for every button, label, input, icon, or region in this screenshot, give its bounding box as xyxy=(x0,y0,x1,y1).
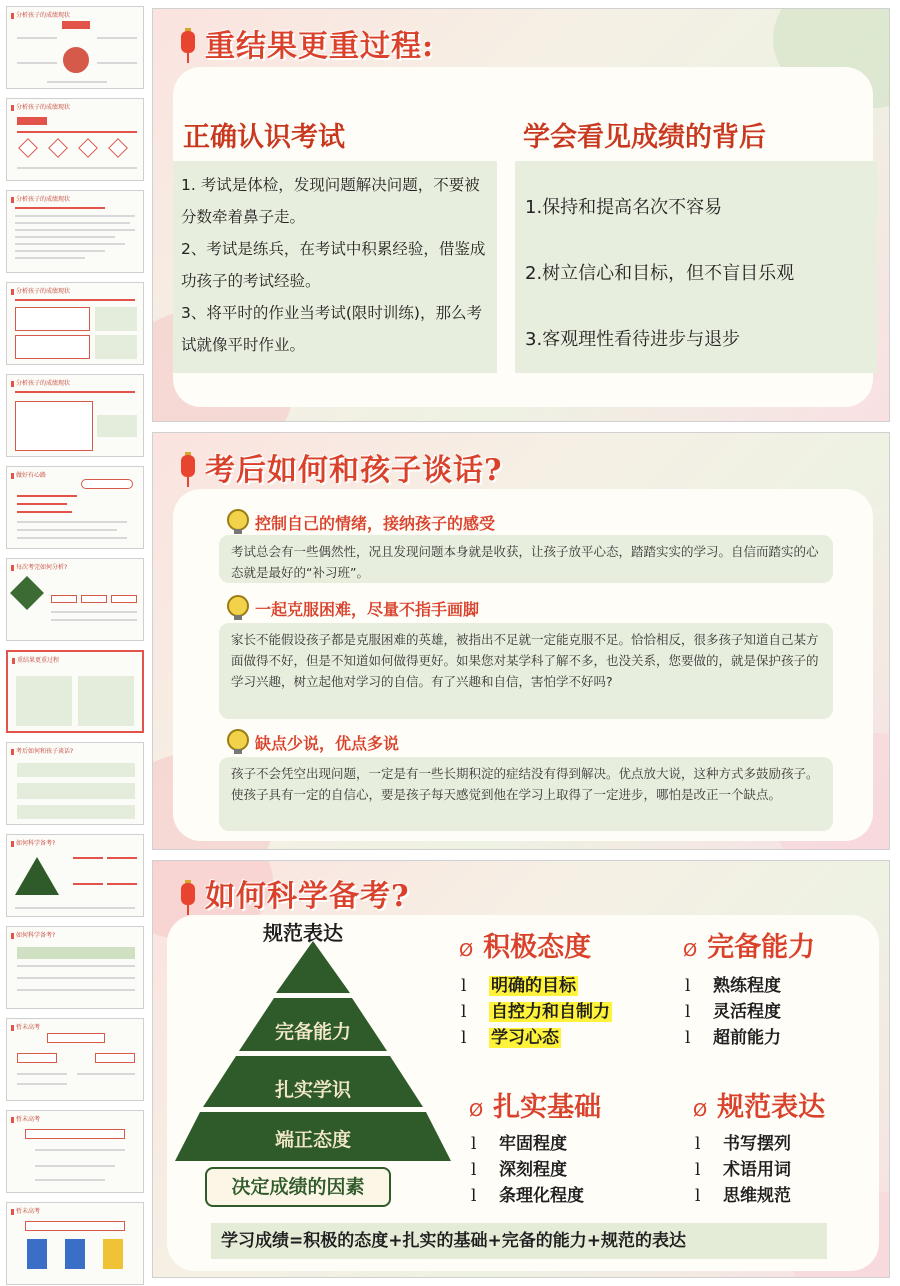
thumbnail-title: 暂未高考 xyxy=(11,1022,40,1031)
slide-thumbnail-3[interactable] xyxy=(6,190,144,273)
thumbnail-title: 重结果更重过程 xyxy=(12,655,59,664)
thumbnail-title: 做好有心路 xyxy=(11,470,46,479)
behind-scores-item: 3.客观理性看待进步与退步 xyxy=(525,329,741,350)
category-items xyxy=(685,971,781,1049)
thumbnail-title: 分析孩子的成绩现状 xyxy=(11,286,70,295)
slide-talk-after-exam xyxy=(152,432,890,850)
lantern-icon xyxy=(181,455,195,477)
behind-scores-box xyxy=(515,161,877,373)
category-heading: Ø 积极态度 xyxy=(459,932,592,963)
thumbnail-title: 如何科学备考? xyxy=(11,838,55,847)
category-items xyxy=(695,1129,791,1207)
slide-title: 重结果更重过程: xyxy=(205,29,435,64)
pyramid-level-label: 端正态度 xyxy=(274,1129,351,1151)
thumbnail-title: 分析孩子的成绩现状 xyxy=(11,194,70,203)
talk-section-text: 孩子不会凭空出现问题，一定是有一些长期积淀的症结没有得到解决。优点放大说，这种方式多鼓励孩子。使孩子具有一定的自信心，要是孩子每天感觉到他在学习上取得了一定进步，哪怕是改正一个缺点。 xyxy=(231,766,819,802)
category-item: l 术语用词 xyxy=(695,1160,791,1180)
slide-thumbnail-5[interactable] xyxy=(6,374,144,457)
thumbnail-title: 分析孩子的成绩现状 xyxy=(11,10,70,19)
slide-title: 如何科学备考? xyxy=(205,879,410,914)
slide-thumbnail-6[interactable] xyxy=(6,466,144,549)
category-item: l 学习心态 xyxy=(461,1028,559,1048)
slide-thumbnail-7[interactable] xyxy=(6,558,144,641)
lantern-icon xyxy=(181,31,195,53)
category-items xyxy=(461,971,612,1049)
slide-thumbnail-11[interactable] xyxy=(6,926,144,1009)
category-item: l 书写摆列 xyxy=(695,1134,791,1154)
talk-section-heading: 缺点少说，优点多说 xyxy=(255,734,400,753)
right-heading: 学会看见成绩的背后 xyxy=(523,122,766,153)
category-heading: Ø 规范表达 xyxy=(693,1092,826,1123)
exam-view-item: 2、考试是练兵，在考试中积累经验，借鉴成功孩子的考试经验。 xyxy=(181,240,486,290)
category-item: l 牢固程度 xyxy=(471,1134,567,1154)
slide-thumbnail-1[interactable] xyxy=(6,6,144,89)
slide-thumbnail-13[interactable] xyxy=(6,1110,144,1193)
slide-correct-view-of-exams xyxy=(152,8,890,422)
slide-thumbnail-4[interactable] xyxy=(6,282,144,365)
talk-section-text: 考试总会有一些偶然性，况且发现问题本身就是收获，让孩子放平心态，踏踏实实的学习。自信而踏实的心态就是最好的“补习班”。 xyxy=(231,544,819,580)
talk-section-heading: 控制自己的情绪，接纳孩子的感受 xyxy=(255,514,496,533)
category-item: l 条理化程度 xyxy=(471,1186,584,1206)
slide-thumbnail-14[interactable] xyxy=(6,1202,144,1285)
pyramid-level-label: 扎实学识 xyxy=(274,1079,351,1101)
thumbnail-title: 如何科学备考? xyxy=(11,930,55,939)
slide-thumbnail-12[interactable] xyxy=(6,1018,144,1101)
pyramid-top-label: 规范表达 xyxy=(263,921,343,945)
formula-bar: 学习成绩=积极的态度+扎实的基础+完备的能力+规范的表达 xyxy=(211,1223,827,1259)
behind-scores-item: 1.保持和提高名次不容易 xyxy=(525,197,723,218)
thumbnail-title: 分析孩子的成绩现状 xyxy=(11,102,70,111)
category-heading: Ø 扎实基础 xyxy=(469,1092,602,1123)
talk-section-text: 家长不能假设孩子都是克服困难的英雄，被指出不足就一定能克服不足。恰恰相反，很多孩子知道自己某方面做得不好，但是不知道如何做得更好。如果您对某学科了解不多，也没关系，您要做的，就是保护孩子的学习兴趣，树立起他对学习的自信。有了兴趣和自信，害怕学不好吗? xyxy=(231,632,819,689)
talk-section-body xyxy=(219,757,833,831)
lightbulb-icon xyxy=(227,595,249,617)
slide-thumbnail-8[interactable] xyxy=(6,650,144,733)
exam-view-item: 3、将平时的作业当考试(限时训练)，那么考试就像平时作业。 xyxy=(181,304,482,354)
behind-scores-item: 2.树立信心和目标，但不盲目乐观 xyxy=(525,263,795,284)
thumbnail-title: 考后如何和孩子谈话? xyxy=(11,746,73,755)
category-item: l 自控力和自制力 xyxy=(461,1002,610,1022)
category-heading: Ø 完备能力 xyxy=(683,932,816,963)
talk-section-body xyxy=(219,623,833,719)
thumbnail-title: 暂未高考 xyxy=(11,1206,40,1215)
thumbnail-title: 分析孩子的成绩现状 xyxy=(11,378,70,387)
lantern-icon xyxy=(181,883,195,905)
category-item: l 灵活程度 xyxy=(685,1002,781,1022)
category-item: l 思维规范 xyxy=(695,1186,791,1206)
category-item: l 熟练程度 xyxy=(685,976,781,996)
pyramid-caption: 决定成绩的因素 xyxy=(205,1167,391,1207)
category-items xyxy=(471,1129,584,1207)
thumbnail-title: 每次考完如何分析? xyxy=(11,562,67,571)
slide-thumbnail-10[interactable] xyxy=(6,834,144,917)
talk-section-heading: 一起克服困难，尽量不指手画脚 xyxy=(255,600,480,619)
slide-thumbnail-2[interactable] xyxy=(6,98,144,181)
lightbulb-icon xyxy=(227,509,249,531)
lightbulb-icon xyxy=(227,729,249,751)
slide-thumbnail-9[interactable] xyxy=(6,742,144,825)
exam-view-item: 1. 考试是体检，发现问题解决问题，不要被分数牵着鼻子走。 xyxy=(181,176,480,226)
slide-title: 考后如何和孩子谈话? xyxy=(205,453,503,488)
exam-view-box xyxy=(173,161,497,373)
category-item: l 深刻程度 xyxy=(471,1160,567,1180)
category-item: l 超前能力 xyxy=(685,1028,781,1048)
thumbnail-title: 暂未高考 xyxy=(11,1114,40,1123)
category-item: l 明确的目标 xyxy=(461,976,576,996)
pyramid-level-label: 完备能力 xyxy=(274,1021,351,1043)
left-heading: 正确认识考试 xyxy=(183,122,345,153)
talk-section-body xyxy=(219,535,833,583)
slide-scientific-prep xyxy=(152,860,890,1278)
